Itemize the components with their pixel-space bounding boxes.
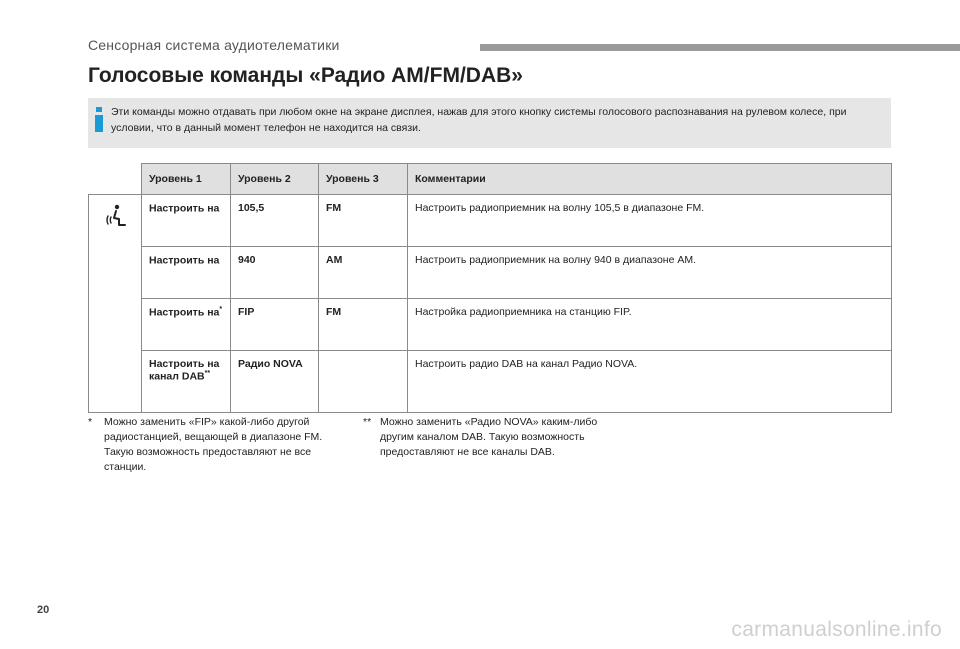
- row-3-level-1: Настроить на*: [142, 299, 231, 351]
- header-blank-cell: [89, 164, 142, 195]
- row-4-comment: Настроить радио DAB на канал Радио NOVA.: [408, 351, 892, 413]
- header-level-2: Уровень 2: [231, 164, 319, 195]
- row-2-comment: Настроить радиоприемник на волну 940 в диапазоне AM.: [408, 247, 892, 299]
- footnote-2-mark: **: [363, 416, 372, 428]
- voice-command-icon: [102, 203, 130, 231]
- footnote-1-mark: *: [88, 416, 93, 428]
- header-level-1: Уровень 1: [142, 164, 231, 195]
- row-3-comment: Настройка радиоприемника на станцию FIP.: [408, 299, 892, 351]
- table-row: [89, 195, 892, 247]
- table-row: [89, 299, 892, 351]
- voice-icon-cell: [89, 195, 142, 413]
- header-level-3: Уровень 3: [319, 164, 408, 195]
- info-text: Эти команды можно отдавать при любом окне на экране дисплея, нажав для этого кнопку системы голосового распознавания на рулевом колесе, при условии, что в данный момент телефон не находится на связи.: [111, 106, 847, 134]
- row-2-level-3: AM: [319, 247, 408, 299]
- row-4-level-3: [319, 351, 408, 413]
- row-3-level-3: FM: [319, 299, 408, 351]
- section-title: Сенсорная система аудиотелематики: [88, 37, 340, 53]
- footnote-2-text: Можно заменить «Радио NOVA» каким-либо другим каналом DAB. Такую возможность предоставляют не все каналы DAB.: [380, 416, 598, 458]
- info-box: [88, 98, 891, 148]
- header-comments: Комментарии: [408, 164, 892, 195]
- watermark: carmanualsonline.info: [731, 618, 942, 641]
- row-3-level-2: FIP: [231, 299, 319, 351]
- row-4-level-2: Радио NOVA: [231, 351, 319, 413]
- row-1-level-1: Настроить на: [142, 195, 231, 247]
- footnote-1-text: Можно заменить «FIP» какой-либо другой радиостанцией, вещающей в диапазоне FM. Такую возможность предоставляют не все станции.: [104, 416, 323, 473]
- table-row: [89, 351, 892, 413]
- row-1-comment: Настроить радиоприемник на волну 105,5 в диапазоне FM.: [408, 195, 892, 247]
- table-row: [89, 247, 892, 299]
- row-2-level-2: 940: [231, 247, 319, 299]
- row-2-level-1: Настроить на: [142, 247, 231, 299]
- voice-commands-table: [88, 163, 892, 413]
- row-1-level-2: 105,5: [231, 195, 319, 247]
- table-header-row: [89, 164, 892, 195]
- info-icon: [95, 107, 103, 131]
- row-1-level-3: FM: [319, 195, 408, 247]
- row-4-level-1: Настроить на канал DAB**: [142, 351, 231, 413]
- header-bar: [480, 44, 960, 51]
- page-number: 20: [37, 604, 50, 616]
- page-title: Голосовые команды «Радио AM/FM/DAB»: [88, 64, 523, 87]
